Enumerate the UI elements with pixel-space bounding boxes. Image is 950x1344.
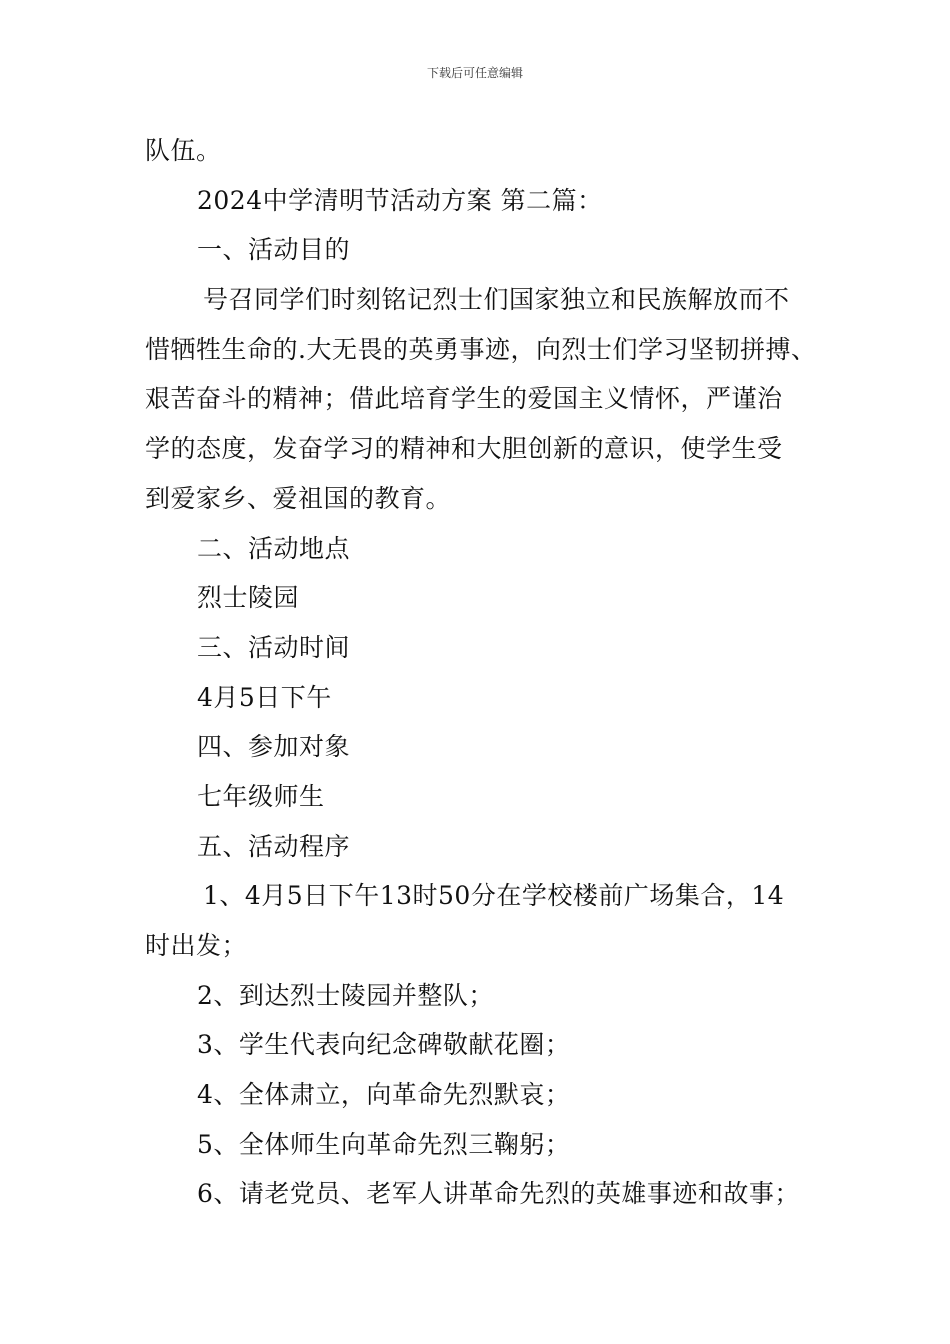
heading-location: 二、活动地点	[197, 533, 351, 563]
participants-value: 七年级师生	[197, 781, 325, 811]
paragraph-line: 到爱家乡、爱祖国的教育。	[145, 483, 452, 513]
time-value: 4月5日下午	[197, 682, 332, 712]
paragraph-line: 号召同学们时刻铭记烈士们国家独立和民族解放而不	[203, 285, 790, 315]
heading-procedure: 五、活动程序	[197, 831, 351, 861]
procedure-step: 3、学生代表向纪念碑敬献花圈；	[197, 1030, 571, 1060]
text-line: 队伍。	[145, 136, 222, 165]
procedure-step: 5、全体师生向革命先烈三鞠躬；	[197, 1129, 571, 1159]
heading-purpose: 一、活动目的	[197, 235, 351, 265]
procedure-step: 1、4月5日下午13时50分在学校楼前广场集合，14	[203, 881, 785, 911]
paragraph-line: 艰苦奋斗的精神；借此培育学生的爱国主义情怀，严谨治	[145, 384, 783, 414]
procedure-step-continued: 时出发；	[145, 931, 248, 960]
location-value: 烈士陵园	[197, 583, 300, 613]
document-body	[145, 126, 815, 1219]
procedure-step: 6、请老党员、老军人讲革命先烈的英雄事迹和故事；	[197, 1179, 800, 1209]
heading-participants: 四、参加对象	[197, 732, 351, 762]
procedure-step: 4、全体肃立，向革命先烈默哀；	[197, 1080, 571, 1110]
procedure-step: 2、到达烈士陵园并整队；	[197, 980, 494, 1010]
page-header: 下载后可任意编辑	[426, 66, 523, 80]
paragraph-line: 学的态度，发奋学习的精神和大胆创新的意识，使学生受	[145, 434, 783, 464]
heading-time: 三、活动时间	[197, 632, 351, 662]
paragraph-line: 惜牺牲生命的.大无畏的英勇事迹，向烈士们学习坚韧拼搏、	[145, 334, 817, 364]
section-title: 2024中学清明节活动方案 第二篇：	[197, 185, 603, 215]
